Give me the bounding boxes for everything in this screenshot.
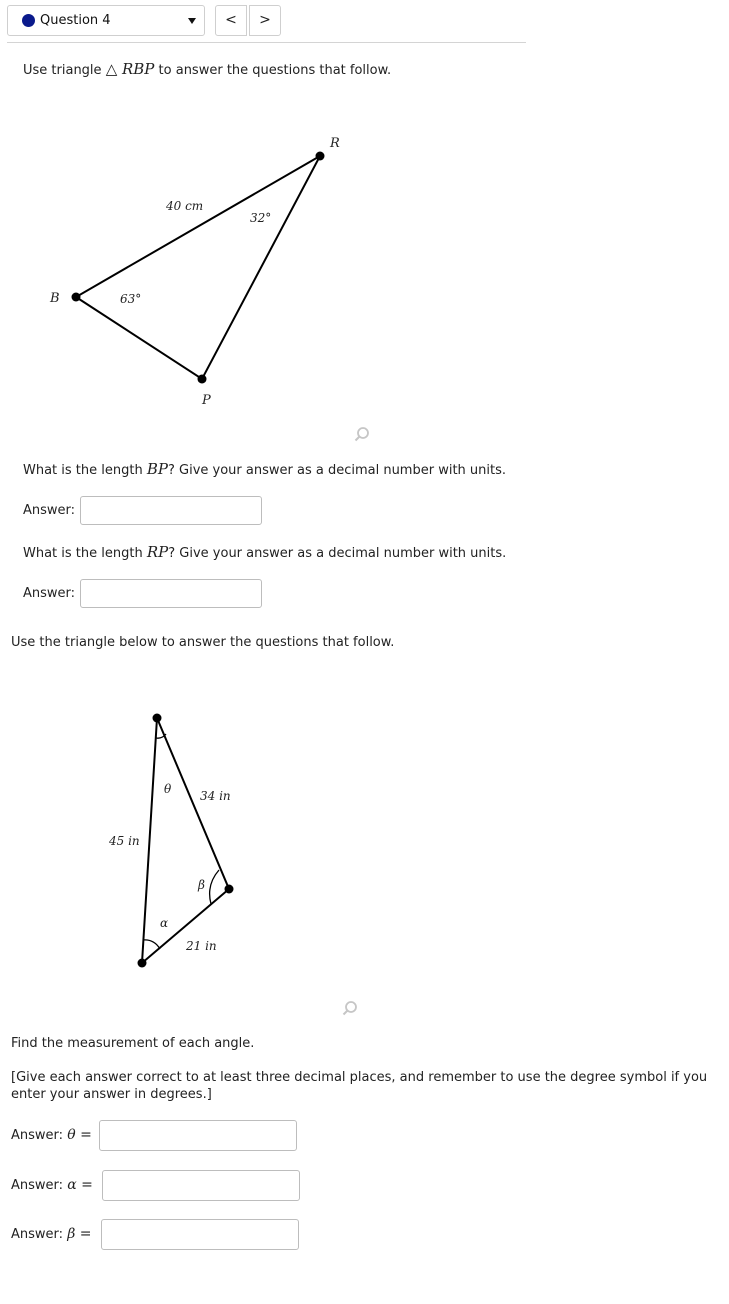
triangle-angles-figure	[90, 705, 270, 975]
answer-label-alpha	[11, 1177, 93, 1193]
answer-text: Answer:	[11, 1227, 64, 1242]
answer-label-theta	[11, 1127, 92, 1143]
angle-theta-label: θ	[164, 782, 172, 796]
triangle-angles	[142, 718, 229, 963]
angle-r-label: 32°	[250, 211, 272, 225]
part2-intro: Use the triangle below to answer the questions that follow.	[11, 635, 395, 650]
alpha-symbol: α =	[67, 1177, 93, 1193]
intro-triangle: △ RBP	[105, 60, 155, 78]
answer-text: Answer:	[11, 1178, 64, 1193]
question-rp	[23, 543, 506, 561]
side-br-label: 40 cm	[166, 199, 204, 213]
answer-input-alpha[interactable]	[102, 1170, 300, 1201]
angle-b-label: 63°	[120, 292, 142, 306]
answer-input-beta[interactable]	[101, 1219, 299, 1250]
status-dot-icon	[22, 14, 35, 27]
answer-text: Answer:	[11, 1128, 64, 1143]
theta-symbol: θ =	[67, 1127, 92, 1143]
find-angles-text: Find the measurement of each angle.	[11, 1036, 255, 1051]
q2-prefix: What is the length	[23, 546, 143, 561]
answer-input-bp[interactable]	[80, 496, 262, 525]
angle-beta-label: β	[198, 878, 205, 892]
angle-alpha-arc	[143, 940, 160, 949]
vertex-b-dot	[72, 293, 81, 302]
triangle-rbp	[76, 156, 320, 379]
prev-question-button[interactable]: <	[215, 5, 247, 36]
question-label: Question 4	[40, 13, 111, 28]
question-bp	[23, 460, 506, 478]
magnifier-icon[interactable]	[354, 426, 374, 444]
vertex-b-label: B	[50, 291, 60, 306]
chevron-down-icon	[188, 18, 196, 24]
magnifier-icon[interactable]	[342, 1000, 362, 1018]
vertex-bottom-dot	[138, 959, 147, 968]
beta-symbol: β =	[67, 1226, 92, 1242]
vertex-p-dot	[198, 375, 207, 384]
answer-input-theta[interactable]	[99, 1120, 297, 1151]
triangle-rbp-figure	[0, 120, 420, 420]
vertex-top-dot	[153, 714, 162, 723]
vertex-right-dot	[225, 885, 234, 894]
question-select[interactable]	[7, 5, 205, 36]
q1-prefix: What is the length	[23, 463, 143, 478]
vertex-p-label: P	[202, 393, 211, 408]
answer-label-beta	[11, 1226, 91, 1242]
q1-var: BP	[146, 460, 168, 478]
instructions-line2: enter your answer in degrees.]	[11, 1087, 212, 1102]
next-question-button[interactable]: >	[249, 5, 281, 36]
angle-alpha-label: α	[160, 916, 169, 930]
vertex-r-label: R	[330, 136, 340, 151]
side-left-label: 45 in	[109, 834, 140, 848]
intro-suffix: to answer the questions that follow.	[158, 63, 392, 78]
instructions-line1: [Give each answer correct to at least three decimal places, and remember to use the degree symbol if you	[11, 1070, 708, 1085]
answer-label-bp: Answer:	[23, 503, 76, 518]
q2-var: RP	[146, 543, 169, 561]
q1-suffix: ? Give your answer as a decimal number with units.	[167, 463, 507, 478]
part1-intro	[23, 60, 391, 78]
vertex-r-dot	[316, 152, 325, 161]
answer-input-rp[interactable]	[80, 579, 262, 608]
side-bottom-label: 21 in	[186, 939, 217, 953]
intro-prefix: Use triangle	[23, 63, 102, 78]
side-right-label: 34 in	[200, 789, 231, 803]
q2-suffix: ? Give your answer as a decimal number with units.	[168, 546, 507, 561]
header-divider	[7, 42, 526, 43]
answer-label-rp: Answer:	[23, 586, 76, 601]
